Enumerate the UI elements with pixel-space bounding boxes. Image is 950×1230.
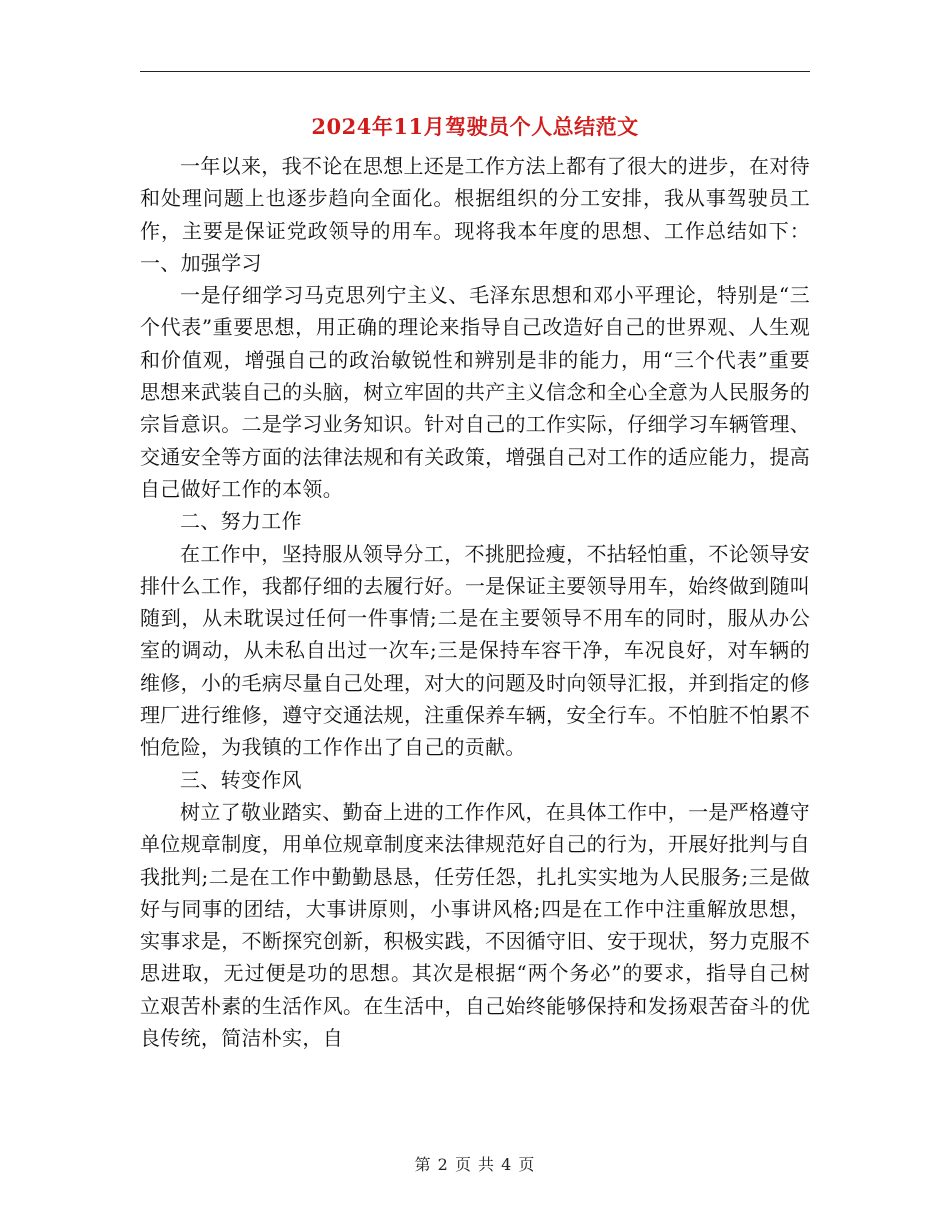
section-heading-style: 三、转变作风: [180, 767, 302, 792]
paragraph-study: 一是仔细学习马克思列宁主义、毛泽东思想和邓小平理论，特别是“三个代表”重要思想，用正确的理论来指导自己改造好自己的世界观、人生观和价值观，增强自己的政治敏锐性和辨别是非的能力，用“三个代表”重要思想来武装自己的头脑，树立牢固的共产主义信念和全心全意为人民服务的宗旨意识。二是学习业务知识。针对自己的工作实际，仔细学习车辆管理、交通安全等方面的法律法规和有关政策，增强自己对工作的适应能力，提高自己做好工作的本领。: [140, 283, 810, 501]
paragraph-style: 树立了敬业踏实、勤奋上进的工作作风，在具体工作中，一是严格遵守单位规章制度，用单位规章制度来法律规范好自己的行为，开展好批判与自我批判;二是在工作中勤勤恳恳，任劳任怨，扎扎实实地为人民服务;三是做好与同事的团结，大事讲原则，小事讲风格;四是在工作中注重解放思想，实事求是，不断探究创新，积极实践，不因循守旧、安于现状，努力克服不思进取，无过便是功的思想。其次是根据“两个务必”的要求，指导自己树立艰苦朴素的生活作风。在生活中，自己始终能够保持和发扬艰苦奋斗的优良传统，简洁朴实，自: [140, 799, 810, 1051]
paragraph-intro: 一年以来，我不论在思想上还是工作方法上都有了很大的进步，在对待和处理问题上也逐步趋向全面化。根据组织的分工安排，我从事驾驶员工作，主要是保证党政领导的用车。现将我本年度的思想、工作总结如下：一、加强学习: [140, 154, 810, 275]
document-body: [140, 150, 810, 1054]
document-title: 2024年11月驾驶员个人总结范文: [311, 114, 639, 139]
page-number-footer: 第 2 页 共 4 页: [414, 1155, 536, 1174]
header-rule: [140, 71, 810, 72]
section-heading-work: 二、努力工作: [180, 509, 302, 534]
paragraph-work: 在工作中，坚持服从领导分工，不挑肥捡瘦，不拈轻怕重，不论领导安排什么工作，我都仔细的去履行好。一是保证主要领导用车，始终做到随叫随到，从未耽误过任何一件事情;二是在主要领导不用车的同时，服从办公室的调动，从未私自出过一次车;三是保持车容干净，车况良好，对车辆的维修，小的毛病尽量自己处理，对大的问题及时向领导汇报，并到指定的修理厂进行维修，遵守交通法规，注重保养车辆，安全行车。不怕脏不怕累不怕危险，为我镇的工作作出了自己的贡献。: [140, 541, 810, 760]
